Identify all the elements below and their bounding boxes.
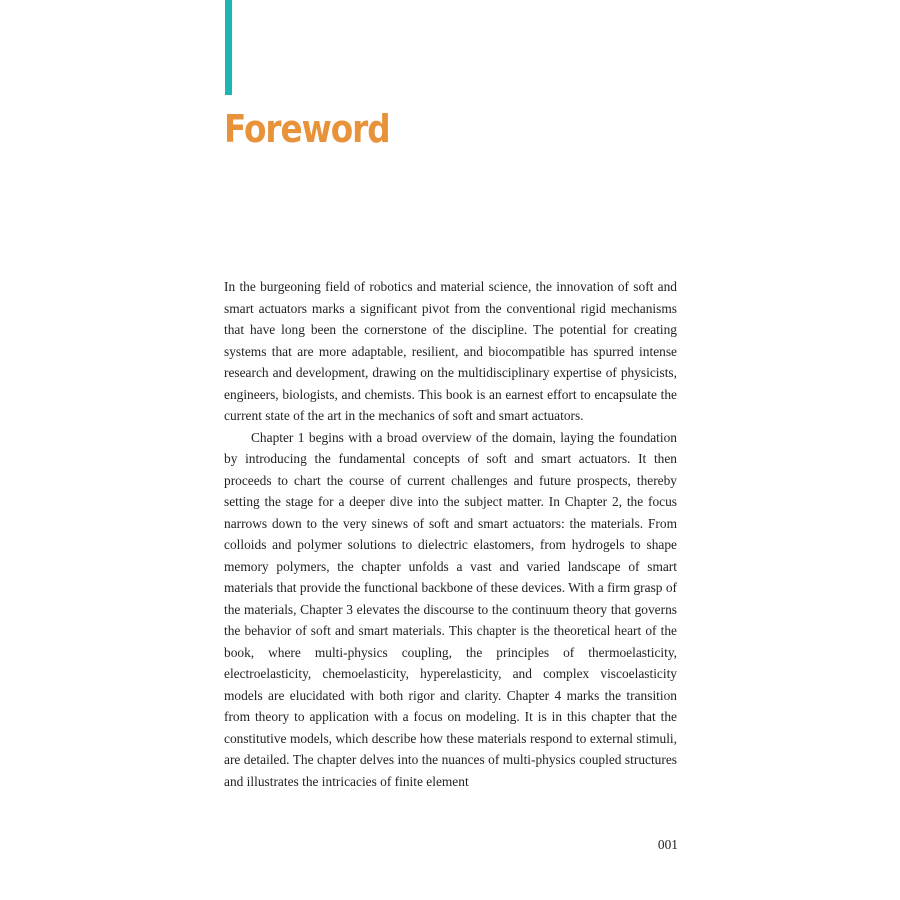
paragraph: In the burgeoning field of robotics and material science, the innovation of soft and smart actuators marks a significant pivot from the conventional rigid mechanisms that have long been the cornerstone of the discipline. The potential for creating systems that are more adaptable, resilient, and biocompatible has spurred intense research and development, drawing on the multidisciplinary expertise of physicists, engineers, biologists, and chemists. This book is an earnest effort to encapsulate the current state of the art in the mechanics of soft and smart actuators.: [224, 279, 677, 423]
page-number: 001: [657, 837, 678, 852]
paragraph: Chapter 1 begins with a broad overview of the domain, laying the foundation by introducing the fundamental concepts of soft and smart actuators. It then proceeds to chart the course of current challenges and future prospects, thereby setting the stage for a deeper dive into the subject matter. In Chapter 2, the focus narrows down to the very sinews of soft and smart actuators: the materials. From colloids and polymer solutions to dielectric elastomers, from hydrogels to shape memory polymers, the chapter unfolds a vast and varied landscape of smart materials that provide the functional backbone of these devices. With a firm grasp of the materials, Chapter 3 elevates the discourse to the continuum theory that governs the behavior of soft and smart materials. This chapter is the theoretical heart of the book, where multi-physics coupling, the principles of thermoelasticity, electroelasticity, chemoelasticity, hyperelasticity, and complex viscoelasticity models are elucidated with both rigor and clarity. Chapter 4 marks the transition from theory to application with a focus on modeling. It is in this chapter that the constitutive models, which describe how these materials respond to external stimuli, are detailed. The chapter delves into the nuances of multi-physics coupled structures and illustrates the intricacies of finite element: [224, 429, 677, 789]
page-title: Foreword: [224, 107, 390, 151]
body-text: [224, 276, 677, 792]
accent-bar: [225, 0, 232, 95]
